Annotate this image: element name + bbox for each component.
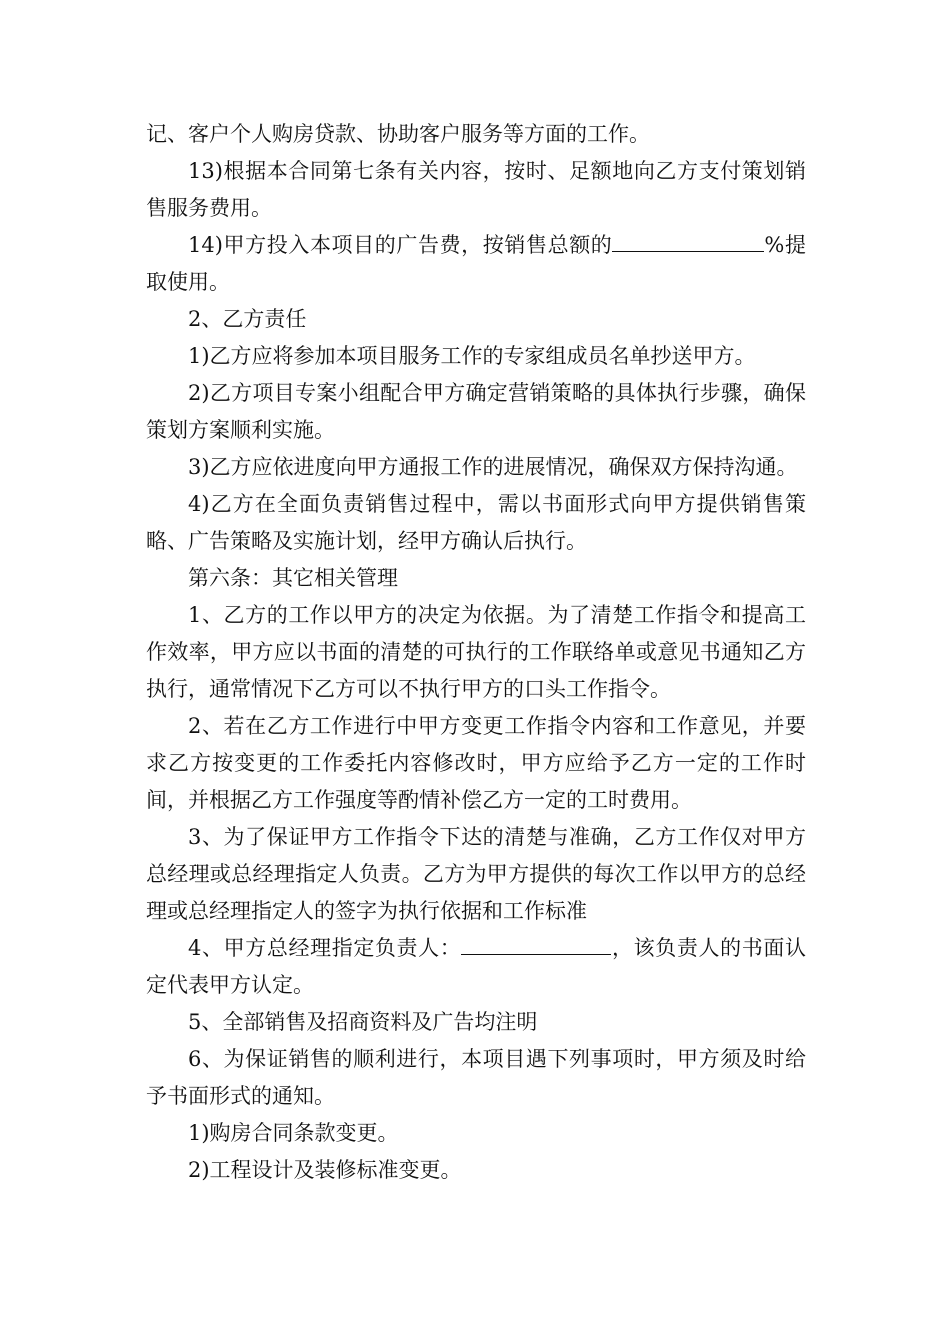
paragraph-subitem-2: 2)工程设计及装修标准变更。 xyxy=(188,1158,462,1182)
paragraph-article6-item-5: 5、全部销售及招商资料及广告均注明 xyxy=(188,1010,538,1034)
percent-blank-field xyxy=(612,231,764,252)
article-six-heading: 第六条：其它相关管理 xyxy=(188,566,398,590)
paragraph-item-14-after: %提取使用。 xyxy=(146,233,806,294)
paragraph-article6-item-3: 3、为了保证甲方工作指令下达的清楚与准确，乙方工作仅对甲方总经理或总经理指定人负责。乙方为甲方提供的每次工作以甲方的总经理或总经理指定人的签字为执行依据和工作标准 xyxy=(146,825,806,923)
paragraph-item-14-before: 14)甲方投入本项目的广告费，按销售总额的 xyxy=(188,233,613,257)
paragraph-item-13: 13)根据本合同第七条有关内容，按时、足额地向乙方支付策划销售服务费用。 xyxy=(146,159,806,220)
paragraph-b-item-1: 1)乙方应将参加本项目服务工作的专家组成员名单抄送甲方。 xyxy=(188,344,756,368)
paragraph-article6-item-1: 1、乙方的工作以甲方的决定为依据。为了清楚工作指令和提高工作效率，甲方应以书面的清楚的可执行的工作联络单或意见书通知乙方执行，通常情况下乙方可以不执行甲方的口头工作指令。 xyxy=(146,603,806,701)
paragraph-b-item-4: 4)乙方在全面负责销售过程中，需以书面形式向甲方提供销售策略、广告策略及实施计划，经甲方确认后执行。 xyxy=(146,492,806,553)
paragraph-b-item-2: 2)乙方项目专案小组配合甲方确定营销策略的具体执行步骤，确保策划方案顺利实施。 xyxy=(146,381,806,442)
paragraph-article6-item-6: 6、为保证销售的顺利进行，本项目遇下列事项时，甲方须及时给予书面形式的通知。 xyxy=(146,1047,806,1108)
responsible-person-blank-field xyxy=(461,934,611,955)
paragraph-article6-item-4-before: 4、甲方总经理指定负责人： xyxy=(188,936,462,960)
paragraph-article6-item-4-after: ，该负责人的书面认定代表甲方认定。 xyxy=(146,936,806,997)
paragraph-subitem-1: 1)购房合同条款变更。 xyxy=(188,1121,399,1145)
paragraph-article6-item-4 xyxy=(146,930,806,1004)
paragraph-item-14 xyxy=(146,227,806,301)
paragraph-b-item-3: 3)乙方应依进度向甲方通报工作的进展情况，确保双方保持沟通。 xyxy=(188,455,798,479)
section-heading-party-b-duties: 2、乙方责任 xyxy=(188,307,307,331)
paragraph-article6-item-2: 2、若在乙方工作进行中甲方变更工作指令内容和工作意见，并要求乙方按变更的工作委托内容修改时，甲方应给予乙方一定的工作时间，并根据乙方工作强度等酌情补偿乙方一定的工时费用。 xyxy=(146,714,806,812)
paragraph-continuation: 记、客户个人购房贷款、协助客户服务等方面的工作。 xyxy=(146,122,650,146)
document-page xyxy=(146,116,806,1189)
